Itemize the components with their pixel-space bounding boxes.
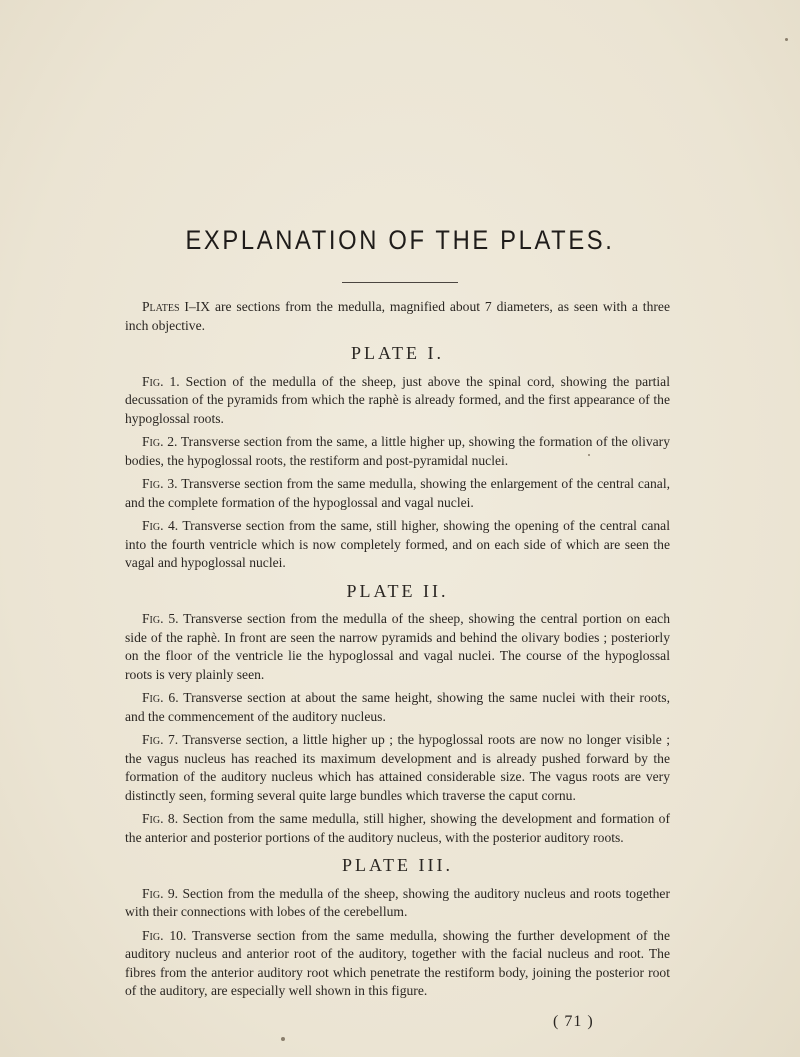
figure-paragraph <box>125 810 670 847</box>
figure-text: Section from the medulla of the sheep, showing the auditory nucleus and roots together with their connections with lobes of the cerebellum. <box>125 885 670 919</box>
figure-label: Fig. 9. <box>142 885 179 901</box>
intro-text: are sections from the medulla, magnified about 7 diameters, as seen with a three inch objective. <box>125 299 670 333</box>
figure-paragraph <box>125 373 670 429</box>
figure-paragraph <box>125 927 670 1001</box>
figure-text: Transverse section from the same medulla, showing the enlargement of the central canal, and the complete formation of the hypoglossal and vagal nuclei. <box>125 476 670 510</box>
intro-paragraph <box>125 298 670 335</box>
page-title: EXPLANATION OF THE PLATES. <box>185 225 615 255</box>
figure-text: Transverse section at about the same height, showing the same nuclei with their roots, and the commencement of the auditory nucleus. <box>125 690 670 724</box>
page-number: ( 71 ) <box>553 1013 594 1030</box>
figure-text: Transverse section from the same medulla, showing the further development of the auditory nucleus and anterior root of the auditory, together with the facial nucleus and root. The fibres from the anterior auditory root which penetrate the restiform body, joining the posterior root of the auditory, are especially well shown in this figure. <box>125 927 670 998</box>
figure-text: Transverse section from the same, still higher, showing the opening of the central canal into the fourth ventricle which is now completely formed, and on each side of which are seen the vagal and hypoglossal nuclei. <box>125 518 670 570</box>
figure-label: Fig. 1. <box>142 373 180 389</box>
figure-paragraph <box>125 689 670 726</box>
figure-paragraph <box>125 517 670 573</box>
figure-label: Fig. 5. <box>142 611 179 626</box>
figure-text: Transverse section from the same, a little higher up, showing the formation of the olivary bodies, the hypoglossal roots, the restiform and post-pyramidal nuclei. <box>125 434 670 468</box>
figure-paragraph <box>125 610 670 684</box>
document-body <box>125 298 670 1001</box>
figure-paragraph <box>125 475 670 512</box>
figure-text: Section of the medulla of the sheep, just above the spinal cord, showing the partial decussation of the pyramids from which the raphè is already formed, and the first appearance of the hypoglossal roots. <box>125 373 670 426</box>
figure-paragraph <box>125 433 670 470</box>
figure-text: Transverse section, a little higher up ; the hypoglossal roots are now no longer visible ; the vagus nucleus has reached its maximum development and is already pushed forward by the formation of the auditory nucleus which has attained considerable size. The vagus roots are very distinctly seen, forming several quite large bundles which traverse the caput cornu. <box>125 732 670 803</box>
intro-lead: Plates I–IX <box>142 299 211 314</box>
paper-speck <box>785 38 788 41</box>
figure-label: Fig. 10. <box>142 927 187 943</box>
figure-label: Fig. 3. <box>142 476 178 491</box>
title-rule <box>342 282 458 283</box>
figure-paragraph <box>125 885 670 922</box>
figure-text: Transverse section from the medulla of the sheep, showing the central portion on each side of the raphè. In front are seen the narrow pyramids and behind the olivary bodies ; posteriorly on the floor of the ventricle lie the hypoglossal and vagal nuclei. The course of the hypoglossal roots is very plainly seen. <box>125 611 670 682</box>
figure-label: Fig. 2. <box>142 434 178 449</box>
plate-heading: PLATE I. <box>351 343 444 363</box>
figure-label: Fig. 4. <box>142 518 179 533</box>
figure-label: Fig. 7. <box>142 732 179 747</box>
figure-label: Fig. 8. <box>142 811 179 826</box>
figure-paragraph <box>125 731 670 805</box>
paper-speck <box>281 1037 285 1041</box>
plate-heading: PLATE II. <box>346 580 449 601</box>
paper-speck <box>588 454 590 456</box>
plate-heading: PLATE III. <box>342 855 453 875</box>
figure-label: Fig. 6. <box>142 690 179 705</box>
figure-text: Section from the same medulla, still higher, showing the development and formation of the anterior and posterior portions of the auditory nucleus, with the posterior auditory roots. <box>125 811 671 845</box>
